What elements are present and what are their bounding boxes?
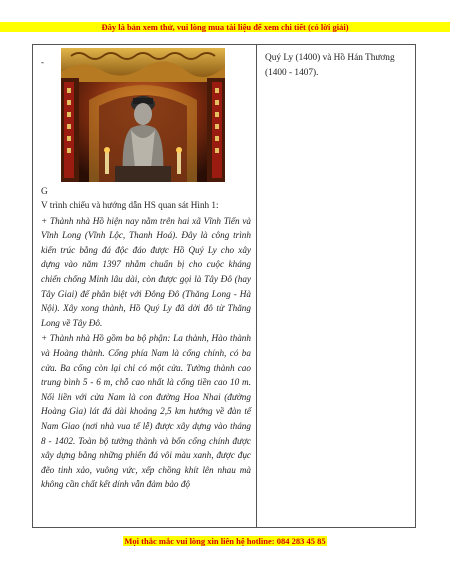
right-column — [257, 45, 417, 527]
paragraph-citadel-location: + Thành nhà Hồ hiện nay nằm trên hai xã Vĩnh Tiến và Vĩnh Long (Vĩnh Lộc, Thanh Hoá). Đây là công trình kiến trúc bằng đá độc đáo được Hồ Quý Ly cho xây dựng vào năm 1397 nhằm chuẩn bị cho cuộc kháng chiến chống Minh lâu dài, còn được gọi là Tây Đô (hay Tây Giai) để phân biệt với Đông Đô (Thăng Long - Hà Nội). Xây xong thành, Hồ Quý Ly đã dời đô từ Thăng Long về Tây Đô. — [41, 215, 251, 328]
intro-paragraph: V trình chiếu và hướng dẫn HS quan sát Hình 1: — [41, 200, 219, 210]
lesson-text — [41, 198, 251, 493]
paragraph-citadel-structure: + Thành nhà Hồ gồm ba bộ phận: La thành, Hào thành và Hoàng thành. Cổng phía Nam là cổng chính, có ba cửa. Ba cổng còn lại chỉ có một cửa. Tường thành cao trung bình 5 - 6 m, chỗ cao nhất là cổng tiền cao 10 m. Nối liền với cửa Nam là con đường Hoa Nhai (đường Hoàng Gia) lát đá dài khoảng 2,5 km hướng về đàn tế Nam Giao (nơi nhà vua tế lễ) được xây dựng vào tháng 8 - 1402. Toàn bộ tường thành và bốn cổng chính được xây dựng bằng những phiến đá vôi màu xanh, được đục đẽo tinh xảo, vuông vức, xếp chồng khít lên nhau mà không cần chất kết dính vẫn đảm bảo độ — [41, 333, 251, 490]
list-dash: - — [41, 57, 44, 67]
left-column — [33, 45, 257, 527]
preview-banner-text: Đây là bản xem thử, vui lòng mua tài liệu để xem chi tiết (có lời giải) — [101, 22, 349, 32]
hotline-footer — [0, 536, 450, 546]
preview-banner — [0, 22, 450, 32]
caption-letter: G — [41, 187, 48, 197]
right-column-text: Quý Ly (1400) và Hồ Hán Thương (1400 - 1407). — [265, 53, 395, 78]
content-table — [32, 44, 416, 528]
statue-photo — [61, 48, 225, 182]
shrine-statue-image — [61, 48, 225, 182]
hotline-text: Mọi thắc mắc vui lòng xin liên hệ hotline: 084 283 45 85 — [124, 536, 326, 546]
